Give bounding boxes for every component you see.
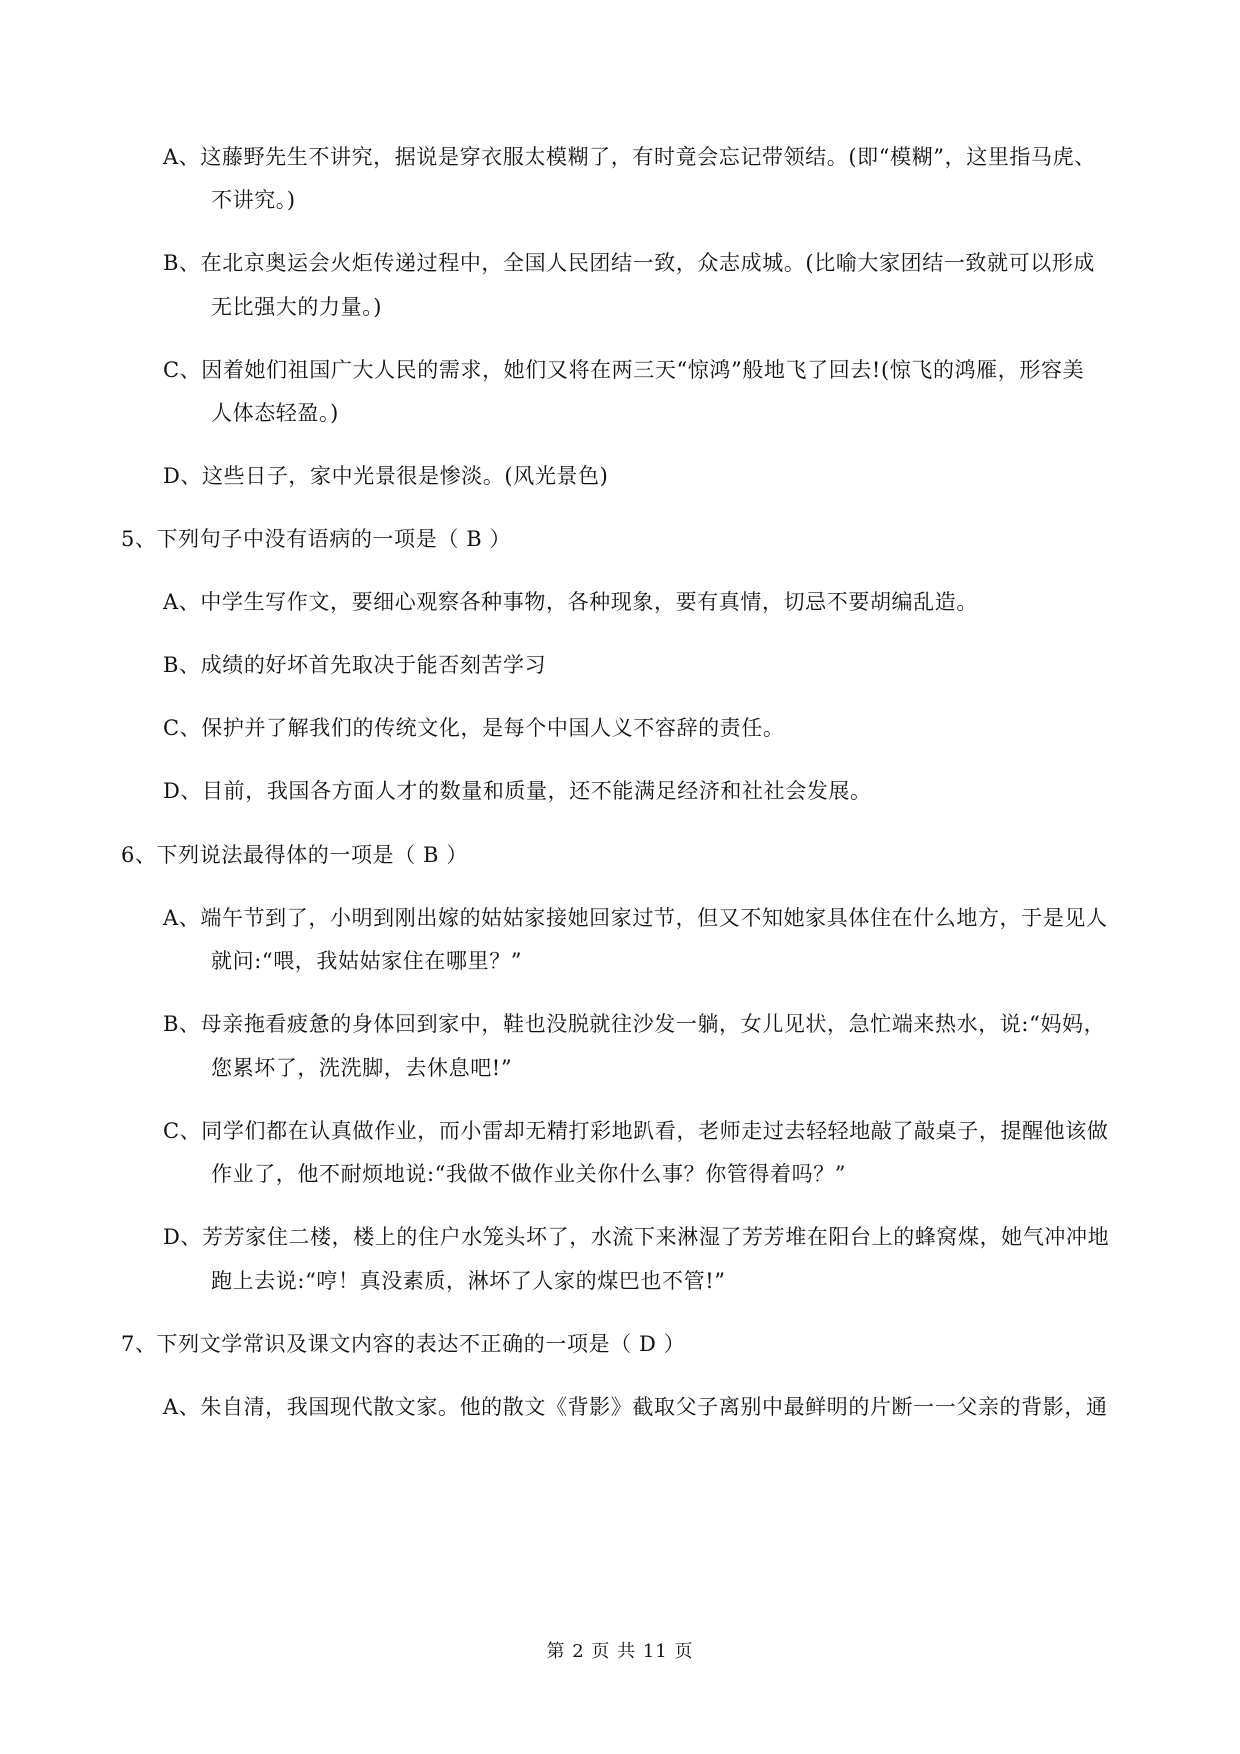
q6-option-b: B、母亲拖看疲惫的身体回到家中，鞋也没脱就往沙发一躺，女儿见状，急忙端来热水，说:“妈妈， [163,1012,1106,1036]
q4-option-c-continued: 人体态轻盈。) [211,401,339,425]
q6-stem: 6、下列说法最得体的一项是（ B ） [121,843,468,867]
q6-option-d-continued: 跑上去说:“哼！真没素质，淋坏了人家的煤巴也不管!” [211,1269,726,1293]
q4-option-c: C、因着她们祖国广大人民的需求，她们又将在两三天“惊鸿”般地飞了回去!(惊飞的鸿雁，形容美 [163,358,1085,382]
q4-option-d: D、这些日子，家中光景很是惨淡。(风光景色) [163,464,609,488]
q5-stem: 5、下列句子中没有语病的一项是（ B ） [121,527,512,551]
page-footer: 第 2 页 共 11 页 [546,1641,694,1662]
q6-option-a: A、端午节到了，小明到刚出嫁的姑姑家接她回家过节，但又不知她家具体住在什么地方，于是见人 [163,906,1108,930]
q4-option-b: B、在北京奥运会火炬传递过程中，全国人民团结一致，众志成城。(比喻大家团结一致就可以形成 [163,251,1096,275]
q5-option-a: A、中学生写作文，要细心观察各种事物，各种现象，要有真情，切忌不要胡编乱造。 [163,590,978,614]
q5-option-d: D、目前，我国各方面人才的数量和质量，还不能满足经济和社社会发展。 [163,779,872,803]
q6-option-c: C、同学们都在认真做作业，而小雷却无精打彩地趴看，老师走过去轻轻地敲了敲桌子，提醒他该做 [163,1119,1109,1143]
q5-option-c: C、保护并了解我们的传统文化，是每个中国人义不容辞的责任。 [163,716,785,740]
q7-stem: 7、下列文学常识及课文内容的表达不正确的一项是（ D ） [121,1332,686,1356]
q6-option-a-continued: 就问:“喂，我姑姑家住在哪里？” [211,949,523,973]
q4-option-a: A、这藤野先生不讲究，据说是穿衣服太模糊了，有时竟会忘记带领结。(即“模糊”，这里指马虎、 [163,145,1096,169]
q4-option-b-continued: 无比强大的力量。) [211,295,383,319]
q4-option-a-continued: 不讲究。) [211,188,296,212]
q6-option-d: D、芳芳家住二楼，楼上的住户水笼头坏了，水流下来淋湿了芳芳堆在阳台上的蜂窝煤，她气冲冲地 [163,1225,1110,1249]
q6-option-b-continued: 您累坏了，洗洗脚，去休息吧!” [211,1056,513,1080]
q6-option-c-continued: 作业了，他不耐烦地说:“我做不做作业关你什么事？你管得着吗？” [211,1162,847,1186]
q5-option-b: B、成绩的好坏首先取决于能否刻苦学习 [163,653,547,677]
q7-option-a: A、朱自清，我国现代散文家。他的散文《背影》截取父子离别中最鲜明的片断一一父亲的背影，通 [163,1395,1108,1419]
